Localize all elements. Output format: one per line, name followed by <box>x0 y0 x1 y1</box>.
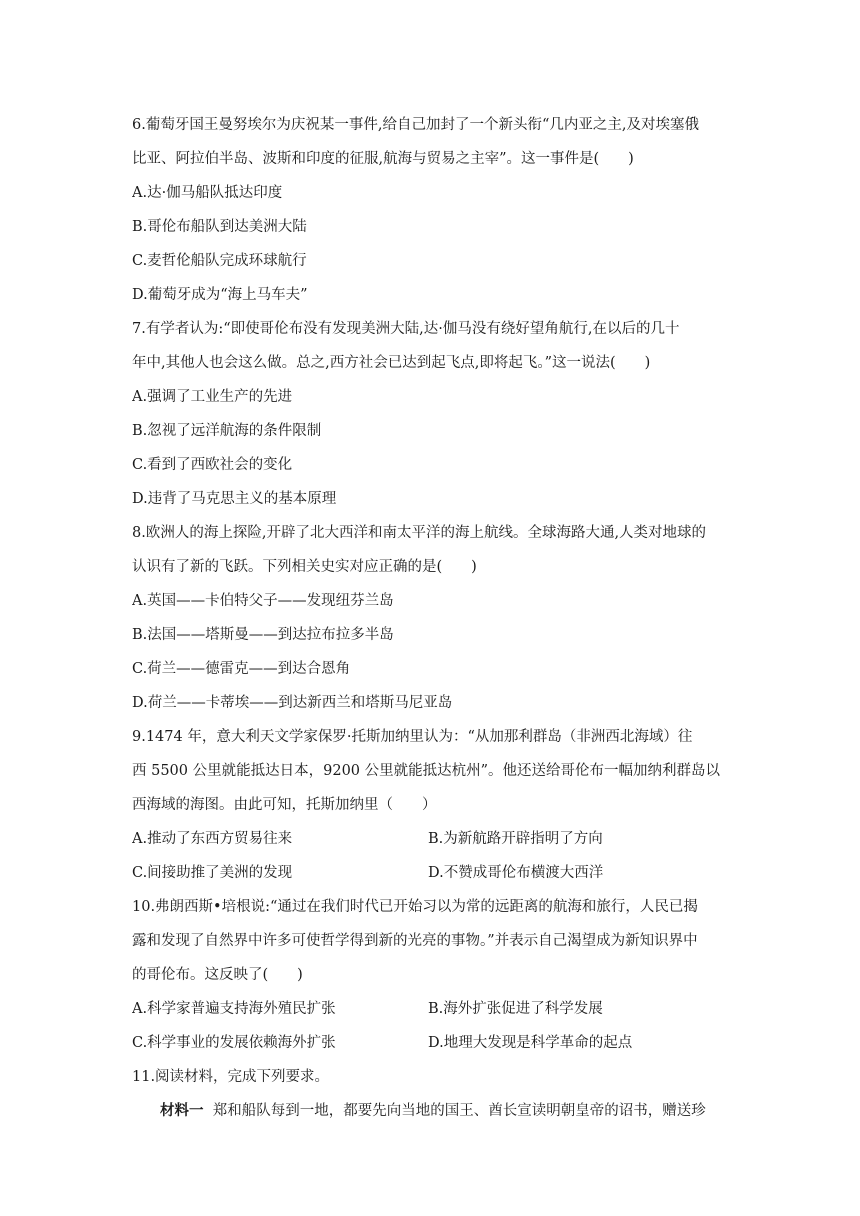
question-10 <box>132 890 732 1060</box>
question-stem-line: 比亚、阿拉伯半岛、波斯和印度的征服,航海与贸易之主宰”。这一事件是( ) <box>132 151 634 167</box>
question-stem-line: 西 5500 公里就能抵达日本，9200 公里就能抵达杭州”。他还送给哥伦布一幅加纳利群岛以 <box>132 763 721 779</box>
option-b: B.海外扩张促进了科学发展 <box>428 1001 603 1017</box>
option-a: A.科学家普遍支持海外殖民扩张 <box>132 1001 336 1017</box>
option-a: A.强调了工业生产的先进 <box>132 389 293 405</box>
option-a: A.英国——卡伯特父子——发现纽芬兰岛 <box>132 593 394 609</box>
question-stem-line: 的哥伦布。这反映了( ) <box>132 967 303 983</box>
material-one <box>132 1094 732 1128</box>
question-stem-line: 年中,其他人也会这么做。总之,西方社会已达到起飞点,即将起飞。”这一说法( ) <box>132 355 651 371</box>
material-spacer <box>204 1103 213 1119</box>
option-c: C.看到了西欧社会的变化 <box>132 457 293 473</box>
question-title: 11.阅读材料，完成下列要求。 <box>132 1069 330 1085</box>
question-9 <box>132 720 732 890</box>
option-row <box>132 992 732 1026</box>
material-label: 材料一 <box>160 1102 204 1119</box>
option-a: A.达·伽马船队抵达印度 <box>132 185 283 201</box>
question-stem-line: 9.1474 年，意大利天文学家保罗·托斯加纳里认为：“从加那利群岛（非洲西北海域）往 <box>132 729 693 745</box>
option-c: C.间接助推了美洲的发现 <box>132 865 293 881</box>
question-6 <box>132 108 732 312</box>
option-b: B.为新航路开辟指明了方向 <box>428 831 603 847</box>
question-11 <box>132 1060 732 1128</box>
option-row <box>132 822 732 856</box>
question-8 <box>132 516 732 720</box>
option-d: D.地理大发现是科学革命的起点 <box>428 1035 633 1051</box>
option-row <box>132 1026 732 1060</box>
option-b: B.法国——塔斯曼——到达拉布拉多半岛 <box>132 627 394 643</box>
question-stem-line: 露和发现了自然界中许多可使哲学得到新的光亮的事物。”并表示自己渴望成为新知识界中 <box>132 933 698 949</box>
option-d: D.荷兰——卡蒂埃——到达新西兰和塔斯马尼亚岛 <box>132 695 453 711</box>
option-c: C.麦哲伦船队完成环球航行 <box>132 253 307 269</box>
question-stem-line: 西海域的海图。由此可知，托斯加纳里（ ） <box>132 797 437 813</box>
option-d: D.不赞成哥伦布横渡大西洋 <box>428 865 604 881</box>
option-row <box>132 856 732 890</box>
option-c: C.荷兰——德雷克——到达合恩角 <box>132 661 351 677</box>
option-b: B.忽视了远洋航海的条件限制 <box>132 423 322 439</box>
exam-page <box>132 108 732 1128</box>
material-text: 郑和船队每到一地，都要先向当地的国王、酋长宣读明朝皇帝的诏书，赠送珍 <box>212 1103 706 1119</box>
question-stem-line: 8.欧洲人的海上探险,开辟了北大西洋和南太平洋的海上航线。全球海路大通,人类对地球的 <box>132 525 707 541</box>
option-d: D.违背了马克思主义的基本原理 <box>132 491 337 507</box>
option-a: A.推动了东西方贸易往来 <box>132 831 293 847</box>
question-stem-line: 6.葡萄牙国王曼努埃尔为庆祝某一事件,给自己加封了一个新头衔“几内亚之主,及对埃塞俄 <box>132 117 699 133</box>
question-stem-line: 10.弗朗西斯•培根说:“通过在我们时代已开始习以为常的远距离的航海和旅行，人民已揭 <box>132 899 698 915</box>
option-c: C.科学事业的发展依赖海外扩张 <box>132 1035 336 1051</box>
question-7 <box>132 312 732 516</box>
question-stem-line: 认识有了新的飞跃。下列相关史实对应正确的是( ) <box>132 559 477 575</box>
option-d: D.葡萄牙成为“海上马车夫” <box>132 287 308 303</box>
option-b: B.哥伦布船队到达美洲大陆 <box>132 219 307 235</box>
question-stem-line: 7.有学者认为:“即使哥伦布没有发现美洲大陆,达·伽马没有绕好望角航行,在以后的几十 <box>132 321 680 337</box>
